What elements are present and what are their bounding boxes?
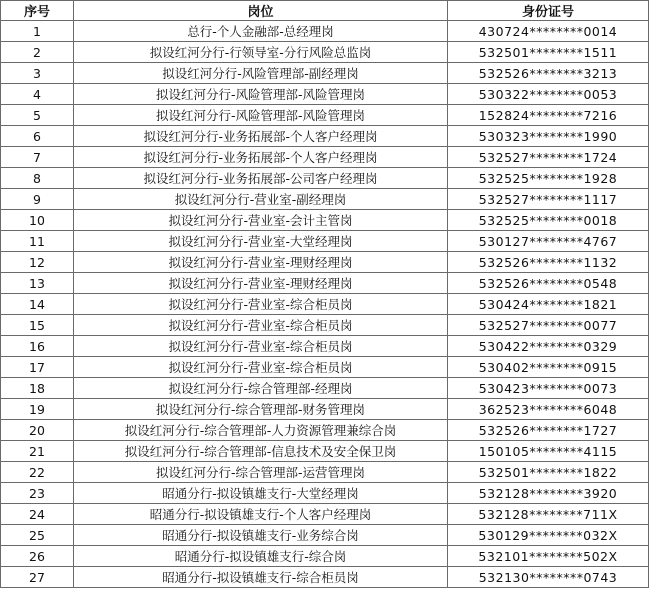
table-row xyxy=(1,210,649,231)
cell-position: 拟设红河分行-行领导室-分行风险总监岗 xyxy=(74,42,448,63)
cell-position: 昭通分行-拟设镇雄支行-业务综合岗 xyxy=(74,525,448,546)
cell-serial-number: 13 xyxy=(1,273,74,294)
table-row xyxy=(1,357,649,378)
cell-serial-number: 23 xyxy=(1,483,74,504)
cell-id-number: 362523********6048 xyxy=(448,399,649,420)
cell-serial-number: 11 xyxy=(1,231,74,252)
cell-serial-number: 16 xyxy=(1,336,74,357)
cell-serial-number: 5 xyxy=(1,105,74,126)
table-row xyxy=(1,231,649,252)
cell-position: 拟设红河分行-业务拓展部-个人客户经理岗 xyxy=(74,147,448,168)
cell-position: 拟设红河分行-综合管理部-运营管理岗 xyxy=(74,462,448,483)
cell-position: 拟设红河分行-营业室-副经理岗 xyxy=(74,189,448,210)
cell-id-number: 532101********502X xyxy=(448,546,649,567)
cell-id-number: 530323********1990 xyxy=(448,126,649,147)
cell-position: 拟设红河分行-综合管理部-人力资源管理兼综合岗 xyxy=(74,420,448,441)
cell-serial-number: 9 xyxy=(1,189,74,210)
cell-position: 拟设红河分行-风险管理部-副经理岗 xyxy=(74,63,448,84)
table-row xyxy=(1,483,649,504)
table-row xyxy=(1,315,649,336)
cell-position: 拟设红河分行-业务拓展部-公司客户经理岗 xyxy=(74,168,448,189)
cell-position: 昭通分行-拟设镇雄支行-大堂经理岗 xyxy=(74,483,448,504)
cell-id-number: 530422********0329 xyxy=(448,336,649,357)
cell-serial-number: 3 xyxy=(1,63,74,84)
cell-position: 总行-个人金融部-总经理岗 xyxy=(74,21,448,42)
cell-position: 拟设红河分行-综合管理部-信息技术及安全保卫岗 xyxy=(74,441,448,462)
cell-id-number: 532501********1822 xyxy=(448,462,649,483)
cell-serial-number: 22 xyxy=(1,462,74,483)
cell-serial-number: 14 xyxy=(1,294,74,315)
table-row xyxy=(1,336,649,357)
cell-position: 拟设红河分行-风险管理部-风险管理岗 xyxy=(74,84,448,105)
cell-position: 昭通分行-拟设镇雄支行-综合柜员岗 xyxy=(74,567,448,588)
cell-position: 昭通分行-拟设镇雄支行-综合岗 xyxy=(74,546,448,567)
table-row xyxy=(1,105,649,126)
table-row xyxy=(1,399,649,420)
header-row xyxy=(1,1,649,21)
cell-id-number: 530423********0073 xyxy=(448,378,649,399)
cell-id-number: 532526********1132 xyxy=(448,252,649,273)
cell-serial-number: 21 xyxy=(1,441,74,462)
table-row xyxy=(1,21,649,42)
cell-serial-number: 24 xyxy=(1,504,74,525)
cell-id-number: 532526********3213 xyxy=(448,63,649,84)
cell-serial-number: 27 xyxy=(1,567,74,588)
header-id-number: 身份证号 xyxy=(448,1,649,21)
cell-id-number: 430724********0014 xyxy=(448,21,649,42)
table-row xyxy=(1,462,649,483)
table-body xyxy=(1,21,649,588)
cell-position: 昭通分行-拟设镇雄支行-个人客户经理岗 xyxy=(74,504,448,525)
table-row xyxy=(1,525,649,546)
cell-id-number: 532128********3920 xyxy=(448,483,649,504)
table-row xyxy=(1,252,649,273)
table-row xyxy=(1,273,649,294)
cell-position: 拟设红河分行-营业室-综合柜员岗 xyxy=(74,336,448,357)
table-row xyxy=(1,63,649,84)
cell-serial-number: 7 xyxy=(1,147,74,168)
cell-position: 拟设红河分行-营业室-综合柜员岗 xyxy=(74,315,448,336)
cell-position: 拟设红河分行-营业室-综合柜员岗 xyxy=(74,357,448,378)
table-row xyxy=(1,441,649,462)
cell-id-number: 152824********7216 xyxy=(448,105,649,126)
cell-serial-number: 15 xyxy=(1,315,74,336)
cell-serial-number: 25 xyxy=(1,525,74,546)
cell-serial-number: 1 xyxy=(1,21,74,42)
cell-id-number: 532525********0018 xyxy=(448,210,649,231)
cell-id-number: 532130********0743 xyxy=(448,567,649,588)
cell-position: 拟设红河分行-营业室-会计主管岗 xyxy=(74,210,448,231)
cell-serial-number: 20 xyxy=(1,420,74,441)
table-row xyxy=(1,546,649,567)
cell-position: 拟设红河分行-营业室-大堂经理岗 xyxy=(74,231,448,252)
table-row xyxy=(1,189,649,210)
cell-serial-number: 8 xyxy=(1,168,74,189)
cell-id-number: 532501********1511 xyxy=(448,42,649,63)
table-row xyxy=(1,126,649,147)
table-row xyxy=(1,378,649,399)
cell-serial-number: 4 xyxy=(1,84,74,105)
cell-serial-number: 2 xyxy=(1,42,74,63)
cell-serial-number: 26 xyxy=(1,546,74,567)
cell-serial-number: 19 xyxy=(1,399,74,420)
cell-serial-number: 6 xyxy=(1,126,74,147)
cell-id-number: 532526********1727 xyxy=(448,420,649,441)
cell-serial-number: 12 xyxy=(1,252,74,273)
header-position: 岗位 xyxy=(74,1,448,21)
cell-position: 拟设红河分行-营业室-理财经理岗 xyxy=(74,252,448,273)
cell-position: 拟设红河分行-综合管理部-财务管理岗 xyxy=(74,399,448,420)
header-serial-number: 序号 xyxy=(1,1,74,21)
cell-id-number: 530129********032X xyxy=(448,525,649,546)
cell-id-number: 532128********711X xyxy=(448,504,649,525)
cell-position: 拟设红河分行-营业室-理财经理岗 xyxy=(74,273,448,294)
cell-position: 拟设红河分行-风险管理部-风险管理岗 xyxy=(74,105,448,126)
table-row xyxy=(1,420,649,441)
cell-serial-number: 17 xyxy=(1,357,74,378)
cell-position: 拟设红河分行-综合管理部-经理岗 xyxy=(74,378,448,399)
table-row xyxy=(1,567,649,588)
cell-serial-number: 10 xyxy=(1,210,74,231)
table-row xyxy=(1,294,649,315)
cell-id-number: 150105********4115 xyxy=(448,441,649,462)
table-header xyxy=(1,1,649,21)
cell-id-number: 532527********1117 xyxy=(448,189,649,210)
cell-id-number: 530424********1821 xyxy=(448,294,649,315)
cell-id-number: 530402********0915 xyxy=(448,357,649,378)
cell-id-number: 532527********1724 xyxy=(448,147,649,168)
cell-id-number: 532527********0077 xyxy=(448,315,649,336)
table-row xyxy=(1,504,649,525)
table-row xyxy=(1,168,649,189)
cell-position: 拟设红河分行-业务拓展部-个人客户经理岗 xyxy=(74,126,448,147)
cell-id-number: 530322********0053 xyxy=(448,84,649,105)
cell-id-number: 532526********0548 xyxy=(448,273,649,294)
cell-id-number: 530127********4767 xyxy=(448,231,649,252)
cell-id-number: 532525********1928 xyxy=(448,168,649,189)
table-row xyxy=(1,147,649,168)
table-row xyxy=(1,42,649,63)
cell-position: 拟设红河分行-营业室-综合柜员岗 xyxy=(74,294,448,315)
cell-serial-number: 18 xyxy=(1,378,74,399)
table-row xyxy=(1,84,649,105)
